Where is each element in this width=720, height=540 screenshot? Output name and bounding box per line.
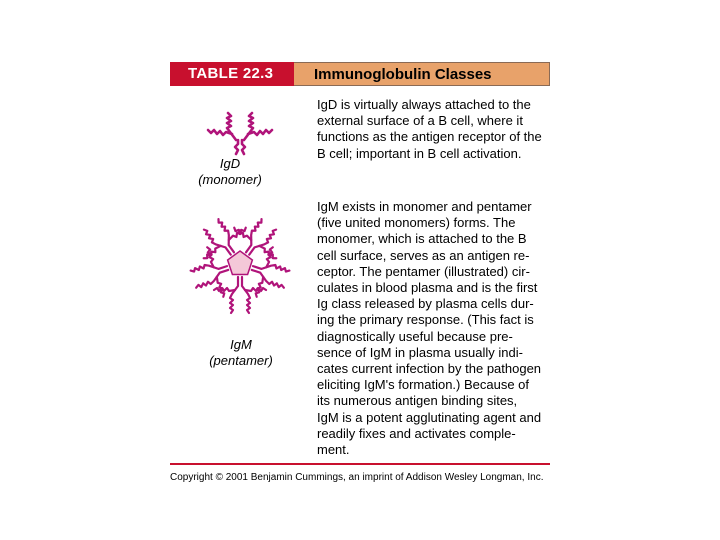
table-number: TABLE 22.3 <box>170 62 294 86</box>
igm-label: IgM (pentamer) <box>209 337 273 368</box>
table-title: Immunoglobulin Classes <box>294 62 550 86</box>
table-header <box>170 62 550 86</box>
igd-label: IgD (monomer) <box>198 156 262 187</box>
igm-pentamer-icon <box>172 194 312 334</box>
igm-description: IgM exists in monomer and pentamer (five united monomers) forms. The monomer, which is attached to the B cell surface, serves as an antigen re- ceptor. The pentamer (illustrated) cir- culates in blood plasma and is the first Ig class released by plasma cells dur- ing the primary response. (This fact is diagnostically useful because pre- sence of IgM in plasma usually indi- cates current infection by the pathogen eliciting IgM's formation.) Because of its numerous antigen binding sites, IgM is a potent agglutinating agent and readily fixes and activates comple- ment. <box>317 199 542 458</box>
footer-divider <box>170 463 550 465</box>
copyright-text: Copyright © 2001 Benjamin Cummings, an imprint of Addison Wesley Longman, Inc. <box>170 472 544 483</box>
monomer-arm-shape <box>214 277 266 313</box>
igd-description: IgD is virtually always attached to the external surface of a B cell, where it functions as the antigen receptor of the B cell; important in B cell activation. <box>317 97 542 161</box>
igd-monomer-icon <box>200 96 280 156</box>
